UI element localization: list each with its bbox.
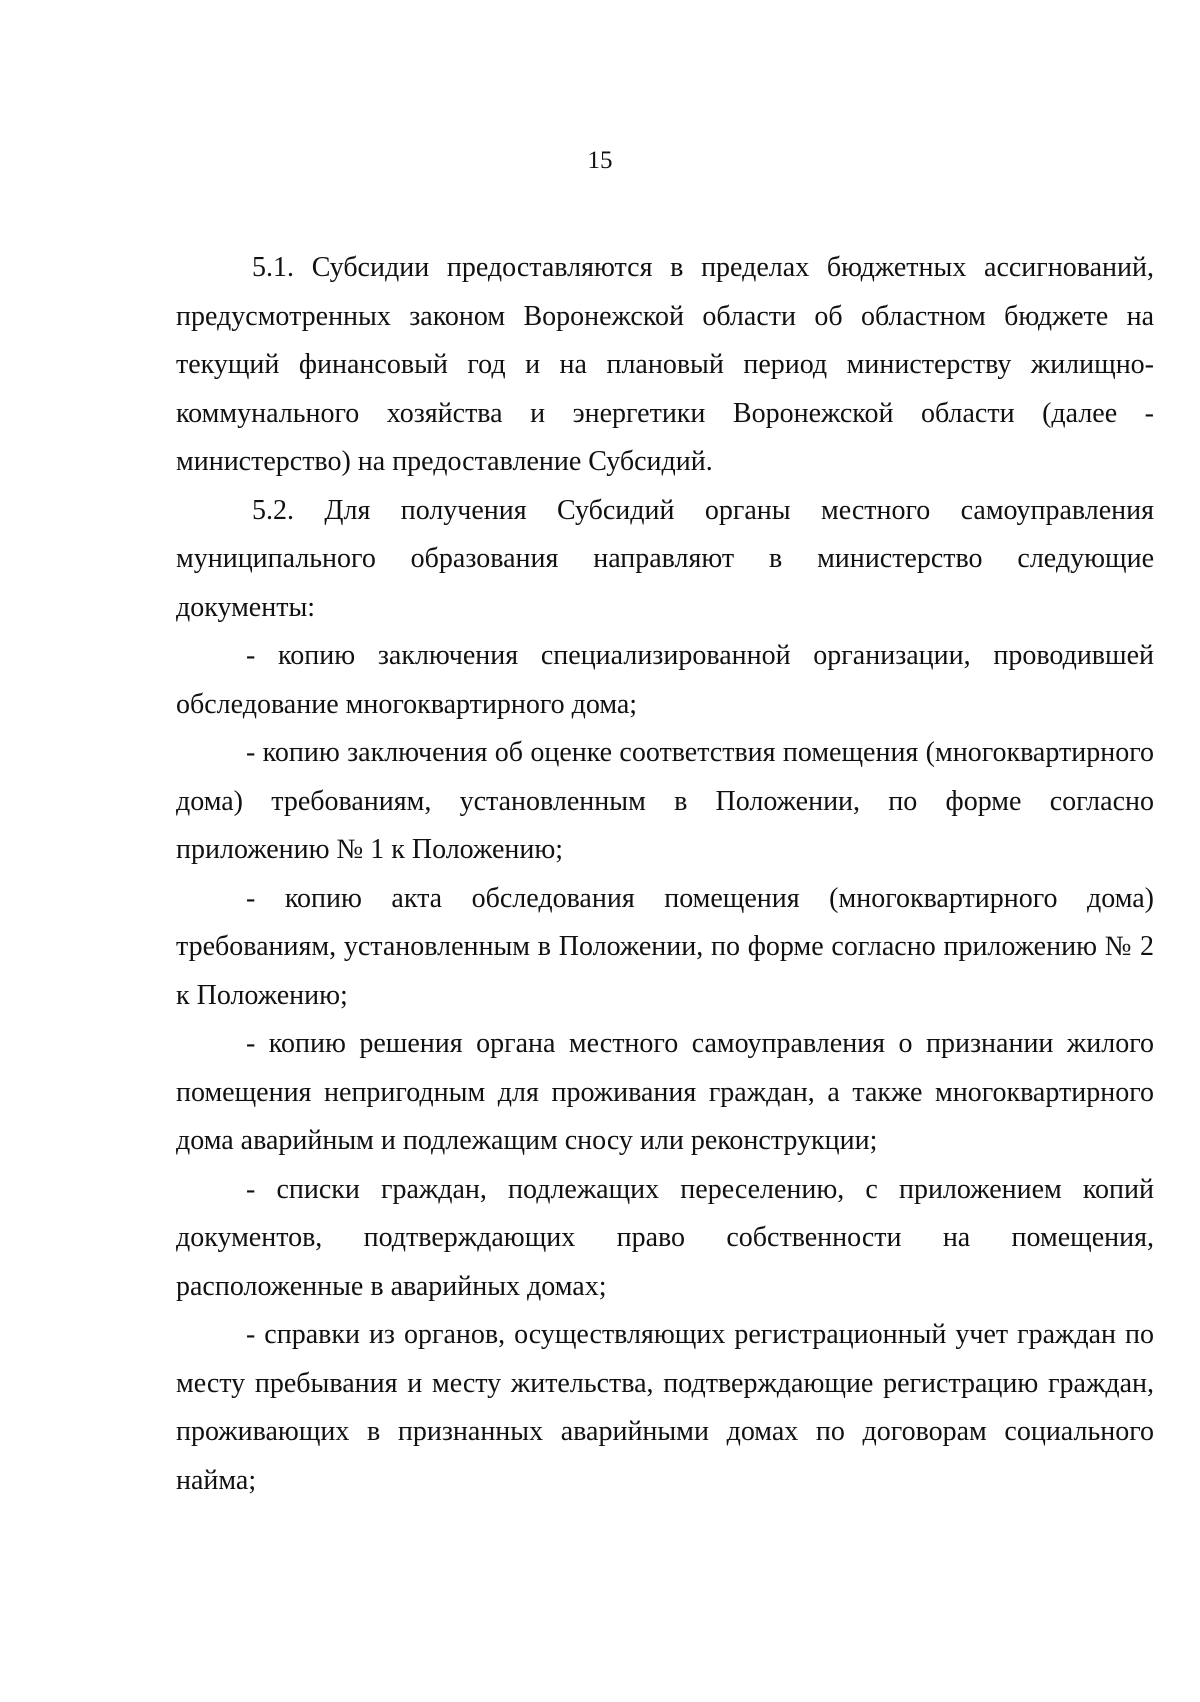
paragraph-5-1: 5.1. Субсидии предоставляются в пределах бюджетных ассигнований, предусмотренных законом Воронежской области об областном бюджете на текущий финансовый год и на плановый период министерству жилищно-коммунального хозяйства и энергетики Воронежской области (далее - министерство) на предоставление Субсидий. (176, 252, 1154, 477)
page-number: 15 (587, 147, 613, 174)
paragraph-5-2: 5.2. Для получения Субсидий органы местного самоуправления муниципального образования направляют в министерство следующие документы: (176, 494, 1154, 623)
list-item-registration-certificates: - справки из органов, осуществляющих регистрационный учет граждан по месту пребывания и месту жительства, подтверждающие регистрацию граждан, проживающих в признанных аварийными домах по договорам социального найма; (176, 1319, 1154, 1496)
list-item-citizen-lists: - списки граждан, подлежащих переселению, с приложением копий документов, подтверждающих право собственности на помещения, расположенные в аварийных домах; (176, 1173, 1154, 1302)
list-item-conformity-assessment: - копию заключения об оценке соответствия помещения (многоквартирного дома) требованиям, установленным в Положении, по форме согласно приложению № 1 к Положению; (176, 737, 1154, 865)
document-body (176, 244, 1154, 1505)
list-item-inspection-act: - копию акта обследования помещения (многоквартирного дома) требованиям, установленным в Положении, по форме согласно приложению № 2 к Положению; (176, 882, 1154, 1011)
list-item-self-government-decision: - копию решения органа местного самоуправления о признании жилого помещения непригодным для проживания граждан, а также многоквартирного дома аварийным и подлежащим сносу или реконструкции; (176, 1028, 1154, 1156)
list-item-specialized-conclusion: - копию заключения специализированной организации, проводившей обследование многоквартирного дома; (176, 640, 1154, 720)
